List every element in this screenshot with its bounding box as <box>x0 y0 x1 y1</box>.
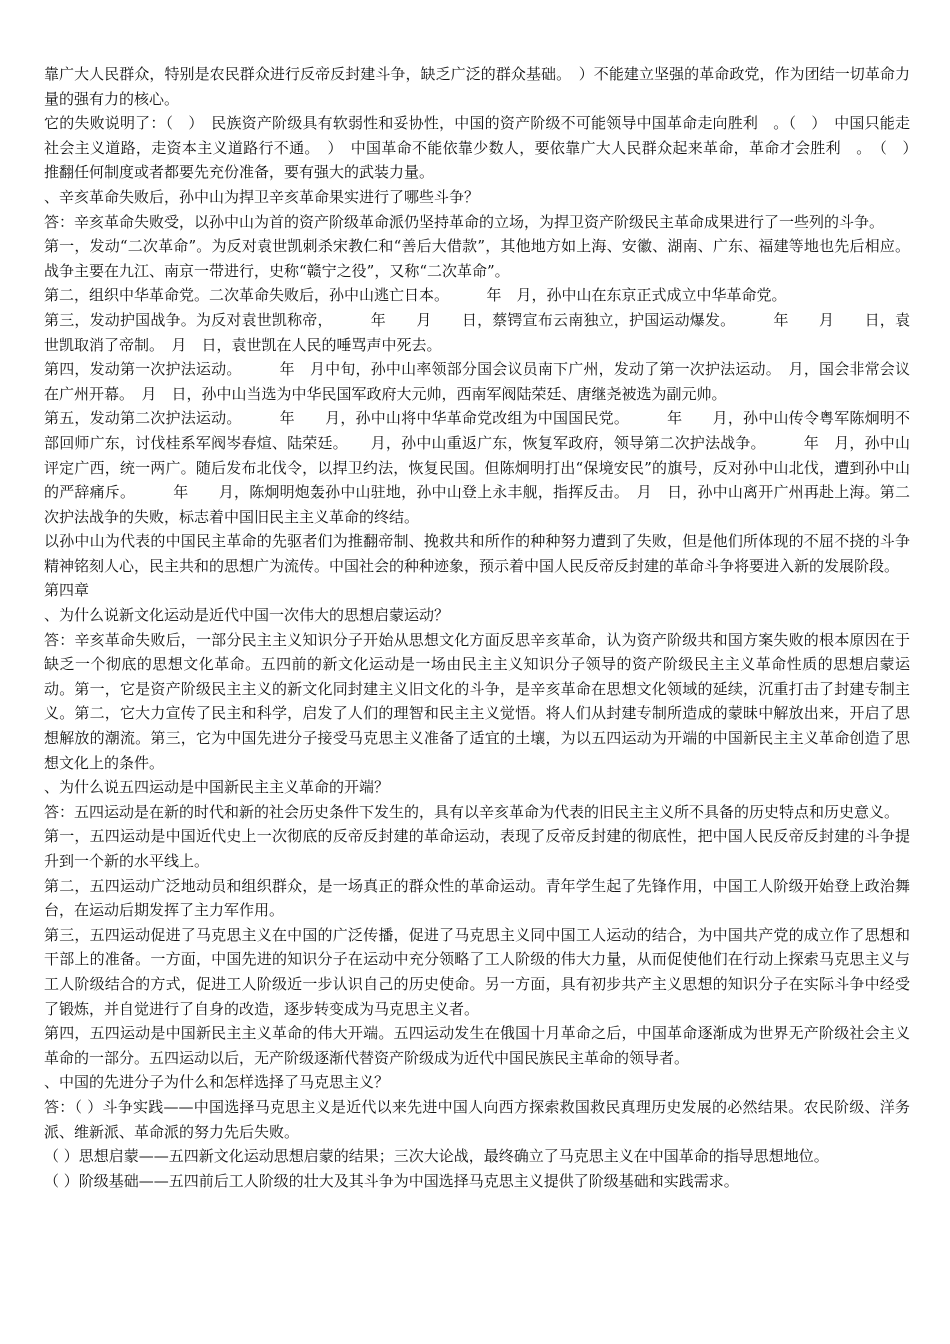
chapter-title: 第四章 <box>44 581 90 600</box>
paragraph: 第三，发动护国战争。为反对袁世凯称帝， 年 月 日，蔡锷宣布云南独立，护国运动爆发。 年 月 日，袁世凯取消了帝制。 月 日，袁世凯在人民的唾骂声中死去。 <box>44 310 910 354</box>
paragraph: 第三，五四运动促进了马克思主义在中国的广泛传播，促进了马克思主义同中国工人运动的结合，为中国共产党的成立作了思想和干部上的准备。一方面，中国先进的知识分子在运动中充分领略了工人阶级的伟大力量，从而促使他们在行动上探索马克思主义与工人阶级结合的方式，促进工人阶级近一步认识自己的历史使命。另一方面，具有初步共产主义思想的知识分子在实际斗争中经受了锻炼，并自觉进行了自身的改造，逐步转变成为马克思主义者。 <box>44 925 910 1018</box>
paragraph: 答：辛亥革命失败后，一部分民主主义知识分子开始从思想文化方面反思辛亥革命，认为资产阶级共和国方案失败的根本原因在于缺乏一个彻底的思想文化革命。五四前的新文化运动是一场由民主主义知识分子领导的资产阶级民主主义革命性质的思想启蒙运动。第一，它是资产阶级民主主义的新文化同封建主义旧文化的斗争，是辛亥革命在思想文化领域的延续，沉重打击了封建专制主义。第二，它大力宣传了民主和科学，启发了人们的理智和民主主义觉悟。将人们从封建专制所造成的蒙昧中解放出来，开启了思想解放的潮流。第三，它为中国先进分子接受马克思主义准备了适宜的土壤，为以五四运动为开端的中国新民主主义革命创造了思想文化上的条件。 <box>44 630 910 772</box>
paragraph: 第一，五四运动是中国近代史上一次彻底的反帝反封建的革命运动，表现了反帝反封建的彻底性，把中国人民反帝反封建的斗争提升到一个新的水平线上。 <box>44 827 910 870</box>
question-heading: 、为什么说五四运动是中国新民主主义革命的开端？ <box>44 778 390 797</box>
paragraph: 以孙中山为代表的中国民主革命的先驱者们为推翻帝制、挽救共和所作的种种努力遭到了失败，但是他们所体现的不屈不挠的斗争精神铭刻人心，民主共和的思想广为流传。中国社会的种种迹象，预示着中国人民反帝反封建的革命斗争将要进入新的发展阶段。 <box>44 532 910 575</box>
paragraph: 靠广大人民群众，特别是农民群众进行反帝反封建斗争，缺乏广泛的群众基础。 ）不能建立坚强的革命政党，作为团结一切革命力量的强有力的核心。 <box>44 65 910 108</box>
paragraph: 第四，发动第一次护法运动。 年 月中旬，孙中山率领部分国会议员南下广州，发动了第一次护法运动。 月，国会非常会议在广州开幕。 月 日，孙中山当选为中华民国军政府大元帅，西南军阀陆荣廷、唐继尧被选为副元帅。 <box>44 360 910 403</box>
paragraph: 答：辛亥革命失败受，以孙中山为首的资产阶级革命派仍坚持革命的立场，为捍卫资产阶级民主革命成果进行了一些列的斗争。 <box>44 212 885 231</box>
paragraph: 第四，五四运动是中国新民主主义革命的伟大开端。五四运动发生在俄国十月革命之后，中国革命逐渐成为世界无产阶级社会主义革命的一部分。五四运动以后，无产阶级逐渐代替资产阶级成为近代中国民族民主革命的领导者。 <box>44 1024 910 1067</box>
paragraph: （ ）思想启蒙——五四新文化运动思想启蒙的结果；三次大论战，最终确立了马克思主义在中国革命的指导思想地位。 <box>44 1147 829 1166</box>
paragraph: 第二，组织中华革命党。二次革命失败后，孙中山逃亡日本。 年 月，孙中山在东京正式成立中华革命党。 <box>44 286 787 305</box>
paragraph: 第二，五四运动广泛地动员和组织群众，是一场真正的群众性的革命运动。青年学生起了先锋作用，中国工人阶级开始登上政治舞台，在运动后期发挥了主力军作用。 <box>44 876 910 920</box>
question-heading: 、中国的先进分子为什么和怎样选择了马克思主义？ <box>44 1073 390 1092</box>
paragraph: 第一，发动“二次革命”。为反对袁世凯刺杀宋教仁和“善后大借款”，其他地方如上海、安徽、湖南、广东、福建等地也先后相应。战争主要在九江、南京一带进行，史称“赣宁之役”，又称“二次革命”。 <box>44 237 910 280</box>
paragraph: 答：五四运动是在新的时代和新的社会历史条件下发生的，具有以辛亥革命为代表的旧民主主义所不具备的历史特点和历史意义。 <box>44 802 900 821</box>
paragraph: 第五，发动第二次护法运动。 年 月，孙中山将中华革命党改组为中国国民党。 年 月，孙中山传令粤军陈炯明不部回师广东，讨伐桂系军阀岑春煊、陆荣廷。 月，孙中山重返广东，恢复军政府，领导第二次护法战争。 年 月，孙中山评定广西，统一两广。随后发布北伐令，以捍卫约法，恢复民国。但陈炯明打出“保境安民”的旗号，反对孙中山北伐，遭到孙中山的严辞痛斥。 年 月，陈炯明炮轰孙中山驻地，孙中山登上永丰舰，指挥反击。 月 日，孙中山离开广州再赴上海。第二次护法战争的失败，标志着中国旧民主主义革命的终结。 <box>44 409 910 526</box>
paragraph: 答：（ ）斗争实践——中国选择马克思主义是近代以来先进中国人向西方探索救国救民真理历史发展的必然结果。农民阶级、洋务派、维新派、革命派的努力先后失败。 <box>44 1097 910 1141</box>
question-heading: 、辛亥革命失败后，孙中山为捍卫辛亥革命果实进行了哪些斗争？ <box>44 187 480 206</box>
document-body <box>44 62 926 1193</box>
question-heading: 、为什么说新文化运动是近代中国一次伟大的思想启蒙运动？ <box>44 606 450 625</box>
paragraph: 它的失败说明了：（ ） 民族资产阶级具有软弱性和妥协性，中国的资产阶级不可能领导中国革命走向胜利 。（ ） 中国只能走社会主义道路，走资本主义道路行不通。 ） 中国革命不能依靠少数人，要依靠广大人民群众起来革命，革命才会胜利 。 （ ） 推翻任何制度或者都要先充份准备，要有强大的武装力量。 <box>44 114 926 182</box>
paragraph: （ ）阶级基础——五四前后工人阶级的壮大及其斗争为中国选择马克思主义提供了阶级基础和实践需求。 <box>44 1171 739 1190</box>
